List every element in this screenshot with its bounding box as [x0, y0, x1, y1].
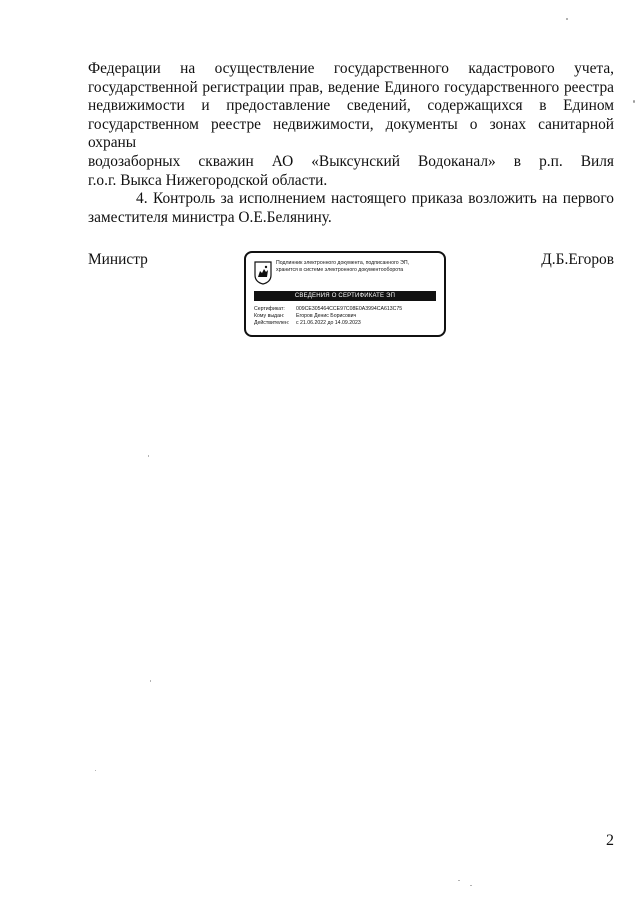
certificate-details	[254, 306, 402, 327]
paragraph-3-continuation	[88, 60, 614, 190]
certificate-label: Сертификат:	[254, 306, 285, 312]
scan-speck	[150, 680, 151, 682]
signatory-name: Д.Б.Егоров	[541, 251, 614, 268]
certificate-title-bar: СВЕДЕНИЯ О СЕРТИФИКАТЕ ЭП	[254, 291, 436, 301]
text-line: г.о.г. Выкса Нижегородской области.	[88, 171, 328, 189]
certificate-value: 009CE305464CCE97C08E0A3994CA613C75	[296, 306, 403, 312]
text-line: заместителя министра О.Е.Белянину.	[88, 208, 332, 226]
stamp-header-line: хранится в системе электронного документооборота	[276, 267, 404, 273]
text-line: недвижимости и предоставление сведений, содержащихся в Едином	[88, 97, 614, 115]
text-line: государственной регистрации прав, ведение Единого государственного реестра	[88, 78, 614, 96]
signatory-title: Министр	[88, 251, 148, 268]
scan-speck	[566, 18, 568, 20]
electronic-signature-stamp	[244, 251, 446, 337]
coat-of-arms-icon	[254, 261, 272, 285]
validity-value: с 21.06.2022 до 14.09.2023	[296, 320, 361, 326]
scan-speck	[633, 100, 635, 103]
scan-speck	[458, 880, 460, 881]
text-line: Федерации на осуществление государственного кадастрового учета,	[88, 60, 614, 77]
owner-value: Егоров Денис Борисович	[296, 313, 357, 319]
validity-label: Действителен:	[254, 320, 290, 326]
page-number: 2	[606, 832, 614, 849]
certificate-row	[254, 306, 402, 313]
owner-label: Кому выдан:	[254, 313, 285, 319]
text-line: 4. Контроль за исполнением настоящего приказа возложить на первого	[136, 190, 614, 208]
validity-row	[254, 320, 402, 327]
scan-speck	[95, 770, 96, 771]
stamp-header	[276, 260, 444, 274]
paragraph-4	[88, 190, 614, 227]
text-line: водозаборных скважин АО «Выксунский Водоканал» в р.п. Виля	[88, 152, 614, 170]
scan-speck	[148, 455, 149, 457]
document-body	[88, 60, 614, 227]
scan-speck	[470, 885, 472, 886]
owner-row	[254, 313, 402, 320]
text-line: государственном реестре недвижимости, документы о зонах санитарной охраны	[88, 115, 614, 152]
stamp-header-line: Подлинник электронного документа, подписанного ЭП,	[276, 260, 410, 266]
